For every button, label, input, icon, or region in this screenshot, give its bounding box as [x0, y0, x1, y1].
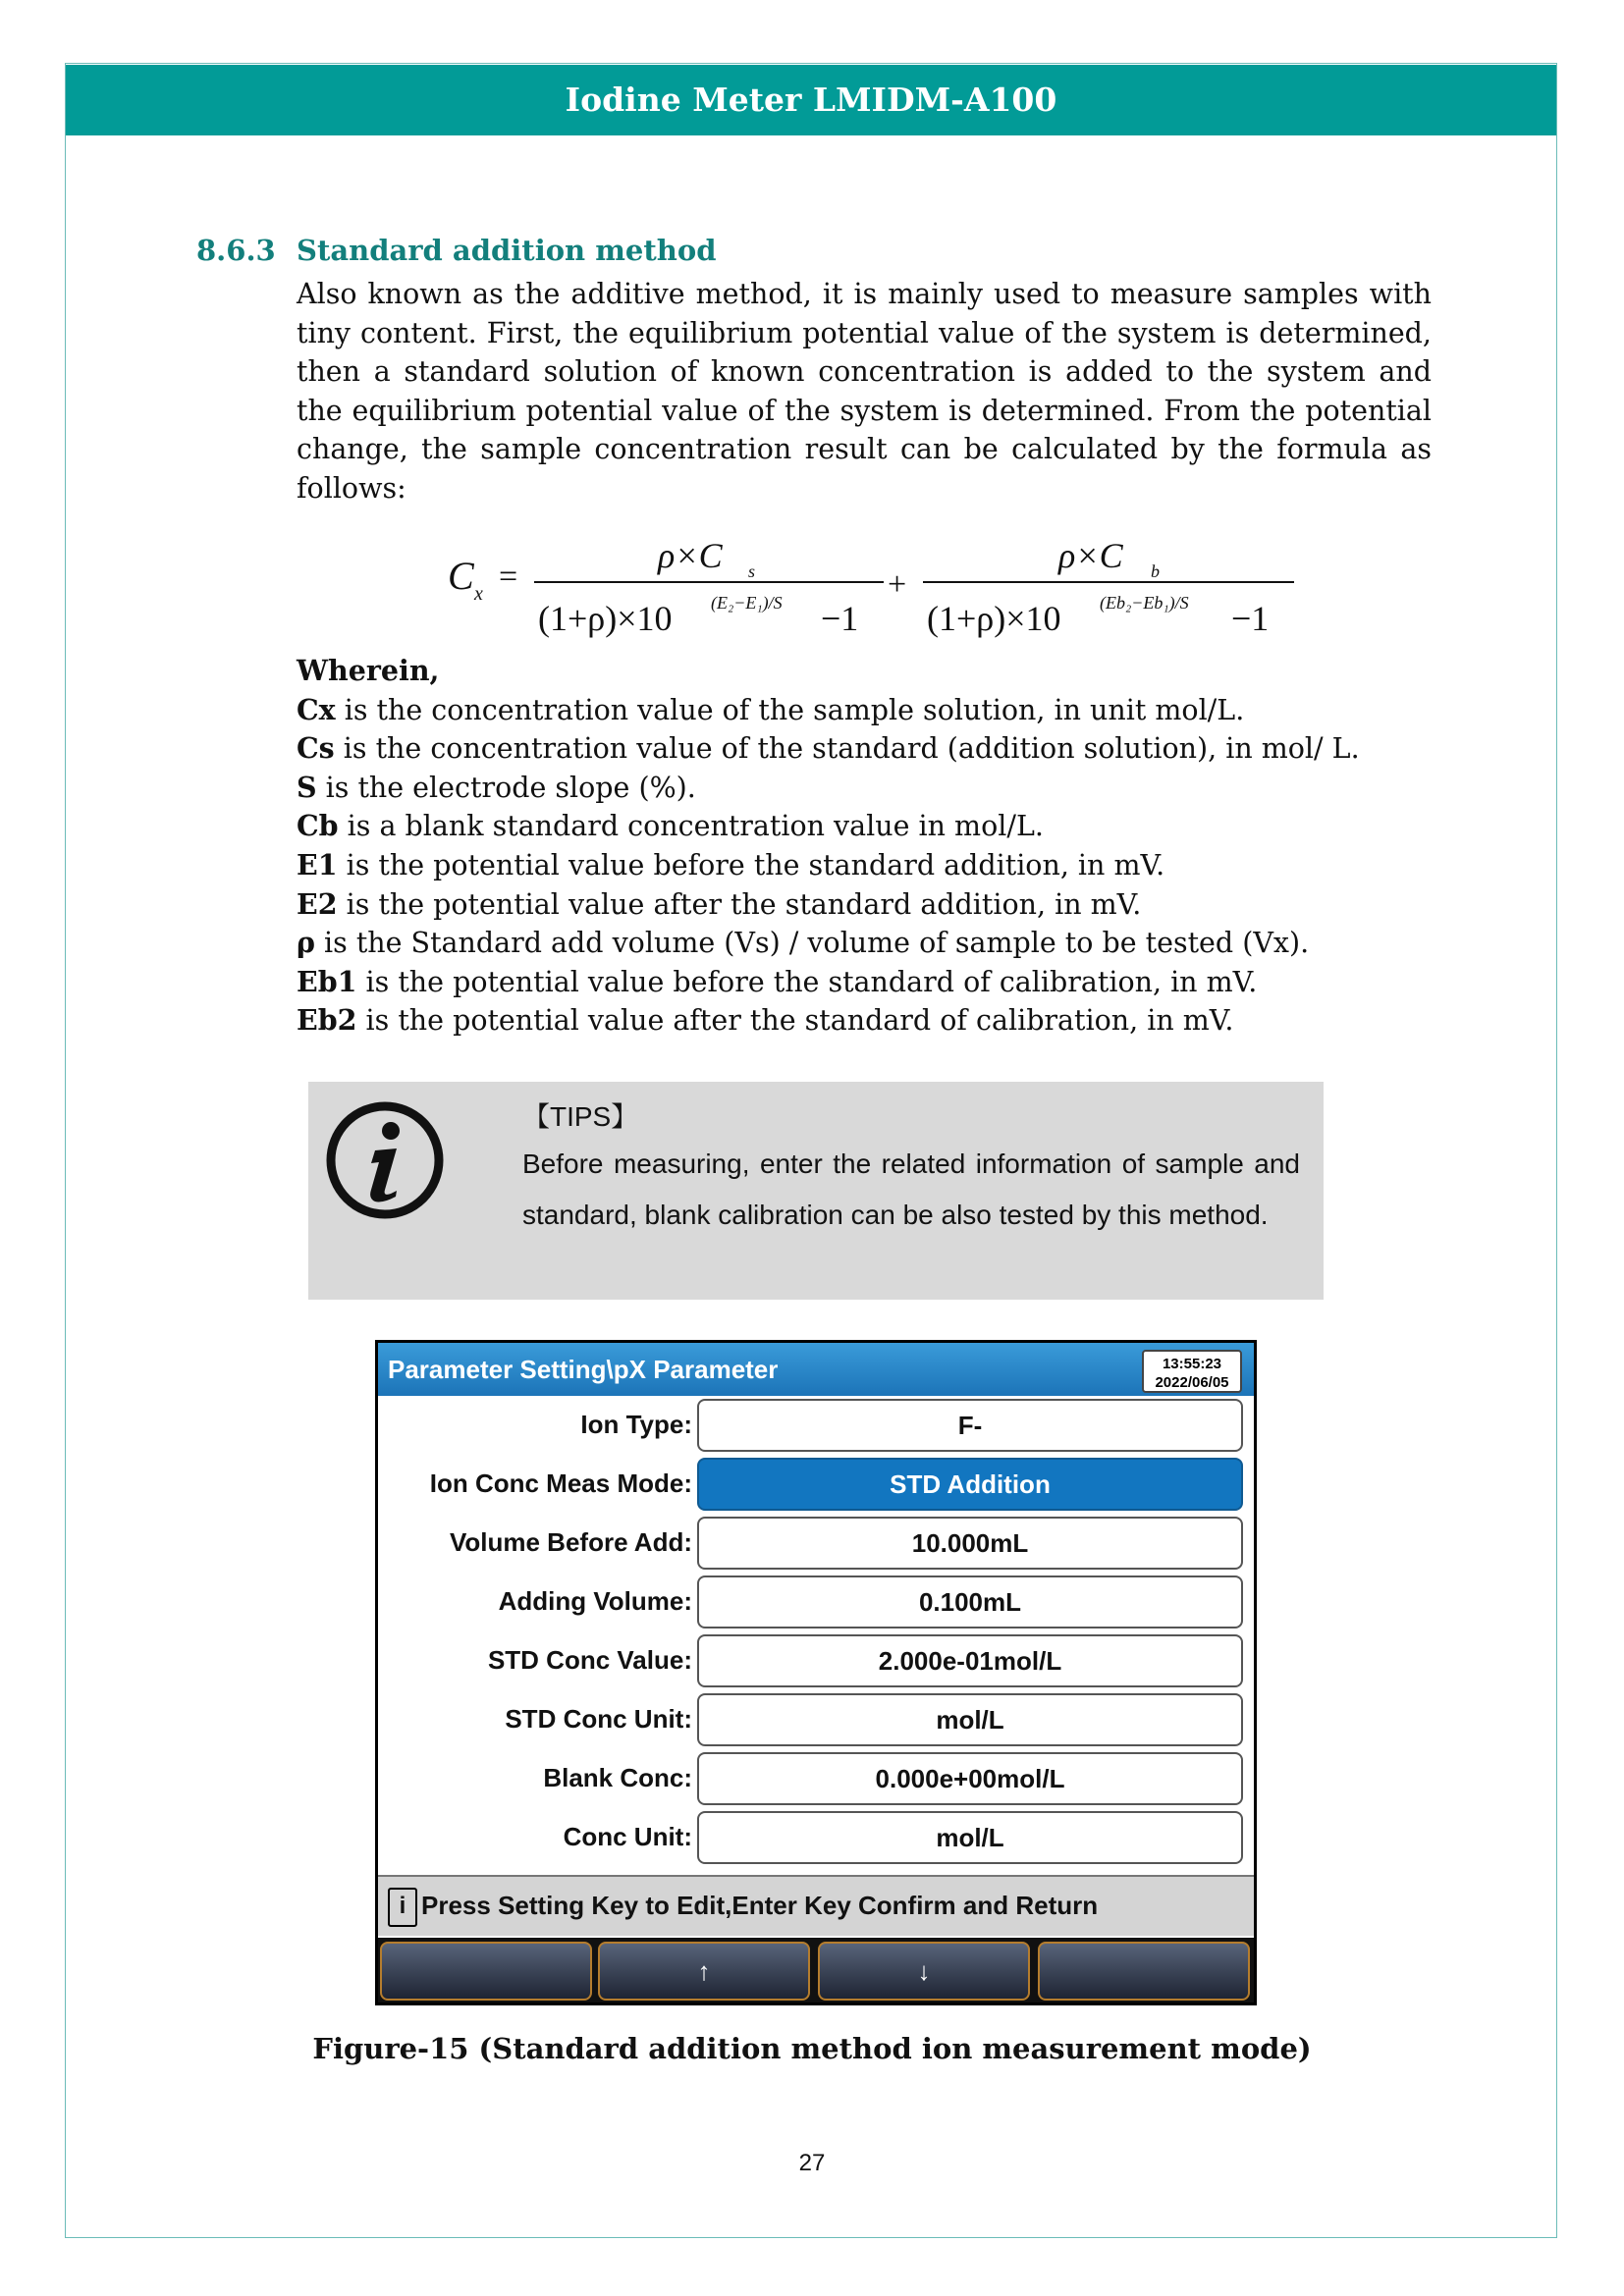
definition-item: E1 is the potential value before the standard addition, in mV.	[297, 847, 1165, 881]
std-conc-unit-field[interactable]: mol/L	[697, 1693, 1243, 1746]
param-row-std-conc-unit	[378, 1690, 1254, 1749]
screen-title-bar	[378, 1343, 1254, 1396]
definitions-heading: Wherein,	[297, 654, 440, 687]
param-row-volume-before	[378, 1514, 1254, 1573]
formula-den1-minus: −1	[821, 599, 859, 638]
param-label: Conc Unit:	[563, 1822, 692, 1851]
formula-den2-exp: (Eb₂−Eb₁)/S	[1100, 593, 1189, 613]
clock-time: 13:55:23	[1162, 1356, 1222, 1372]
up-arrow-key[interactable]: ↑	[598, 1942, 810, 2001]
param-row-blank-conc	[378, 1749, 1254, 1808]
device-screen	[375, 1340, 1257, 2005]
param-label: Ion Conc Meas Mode:	[429, 1468, 692, 1498]
formula-lhs: C	[448, 554, 474, 598]
section-heading	[196, 234, 716, 267]
param-label: Adding Volume:	[498, 1586, 692, 1616]
formula-lhs-sub: x	[474, 583, 483, 605]
figure-caption: Figure-15 (Standard addition method ion measurement mode)	[312, 2032, 1312, 2065]
tips-title: 【TIPS】	[522, 1101, 639, 1132]
blank-conc-field[interactable]: 0.000e+00mol/L	[697, 1752, 1243, 1805]
definition-item: Eb1 is the potential value before the standard of calibration, in mV.	[297, 964, 1258, 998]
formula-num2: ρ×C	[1058, 536, 1123, 575]
param-label: Ion Type:	[580, 1410, 692, 1439]
hint-bar	[378, 1875, 1254, 1936]
formula-num1-sub: s	[748, 561, 756, 581]
param-label: STD Conc Unit:	[505, 1704, 692, 1734]
definition-item: Eb2 is the potential value after the standard of calibration, in mV.	[297, 1003, 1234, 1038]
section-number: 8.6.3	[196, 234, 276, 267]
definition-item: ρ is the Standard add volume (Vs) / volume of sample to be tested (Vx).	[297, 926, 1310, 960]
tips-box	[308, 1082, 1324, 1300]
ion-type-field[interactable]: F-	[697, 1399, 1243, 1452]
formula-den2-minus: −1	[1231, 599, 1270, 638]
screen-title: Parameter Setting\pX Parameter	[388, 1355, 779, 1384]
param-row-conc-unit	[378, 1808, 1254, 1867]
conc-unit-field[interactable]: mol/L	[697, 1811, 1243, 1864]
section-title: Standard addition method	[297, 234, 717, 267]
formula	[444, 528, 1298, 646]
formula-den1-exp: (E₂−E₁)/S	[711, 593, 783, 613]
info-icon	[324, 1099, 446, 1221]
clock-date: 2022/06/05	[1155, 1374, 1229, 1391]
param-row-adding-volume	[378, 1573, 1254, 1631]
function-key-1[interactable]	[380, 1942, 592, 2001]
hint-info-icon: i	[388, 1888, 417, 1927]
definition-item: S is the electrode slope (%).	[297, 770, 696, 804]
meas-mode-field[interactable]: STD Addition	[697, 1458, 1243, 1511]
param-label: STD Conc Value:	[487, 1645, 692, 1675]
definition-item: E2 is the potential value after the standard addition, in mV.	[297, 886, 1142, 921]
param-label: Blank Conc:	[543, 1763, 692, 1792]
param-row-ion-type	[378, 1396, 1254, 1455]
section-paragraph: Also known as the additive method, it is mainly used to measure samples with tiny content. First, the equilibrium potential value of the system is determined, then a standard solution of known concentration is added to the system and the equilibrium potential value of the system is determined. From the potential change, the sample concentration result can be calculated by the formula as follows:	[297, 278, 1432, 505]
formula-plus: +	[888, 566, 907, 603]
tips-body: Before measuring, enter the related information of sample and standard, blank calibration can be also tested by this method.	[522, 1148, 1300, 1230]
down-arrow-key[interactable]: ↓	[818, 1942, 1030, 2001]
hint-text: Press Setting Key to Edit,Enter Key Confirm and Return	[421, 1891, 1099, 1920]
definitions	[297, 652, 1475, 1041]
formula-den1: (1+ρ)×10	[538, 599, 673, 638]
volume-before-field[interactable]: 10.000mL	[697, 1517, 1243, 1570]
definition-item: Cs is the concentration value of the standard (addition solution), in mol/ L.	[297, 731, 1360, 766]
std-conc-value-field[interactable]: 2.000e-01mol/L	[697, 1634, 1243, 1687]
clock	[1142, 1350, 1242, 1393]
param-row-std-conc-value	[378, 1631, 1254, 1690]
formula-eq: =	[499, 559, 518, 595]
adding-volume-field[interactable]: 0.100mL	[697, 1575, 1243, 1629]
formula-num2-sub: b	[1151, 561, 1160, 581]
definition-item: Cx is the concentration value of the sample solution, in unit mol/L.	[297, 692, 1245, 726]
param-row-meas-mode	[378, 1455, 1254, 1514]
page-number: 27	[798, 2150, 826, 2176]
function-key-4[interactable]	[1038, 1942, 1250, 2001]
page-header: Iodine Meter LMIDM-A100	[66, 65, 1556, 135]
formula-den2: (1+ρ)×10	[927, 599, 1061, 638]
definition-item: Cb is a blank standard concentration value in mol/L.	[297, 809, 1044, 843]
parameter-list	[378, 1396, 1254, 1938]
formula-num1: ρ×C	[658, 536, 723, 575]
param-label: Volume Before Add:	[449, 1527, 692, 1557]
function-key-bar	[378, 1938, 1254, 2002]
